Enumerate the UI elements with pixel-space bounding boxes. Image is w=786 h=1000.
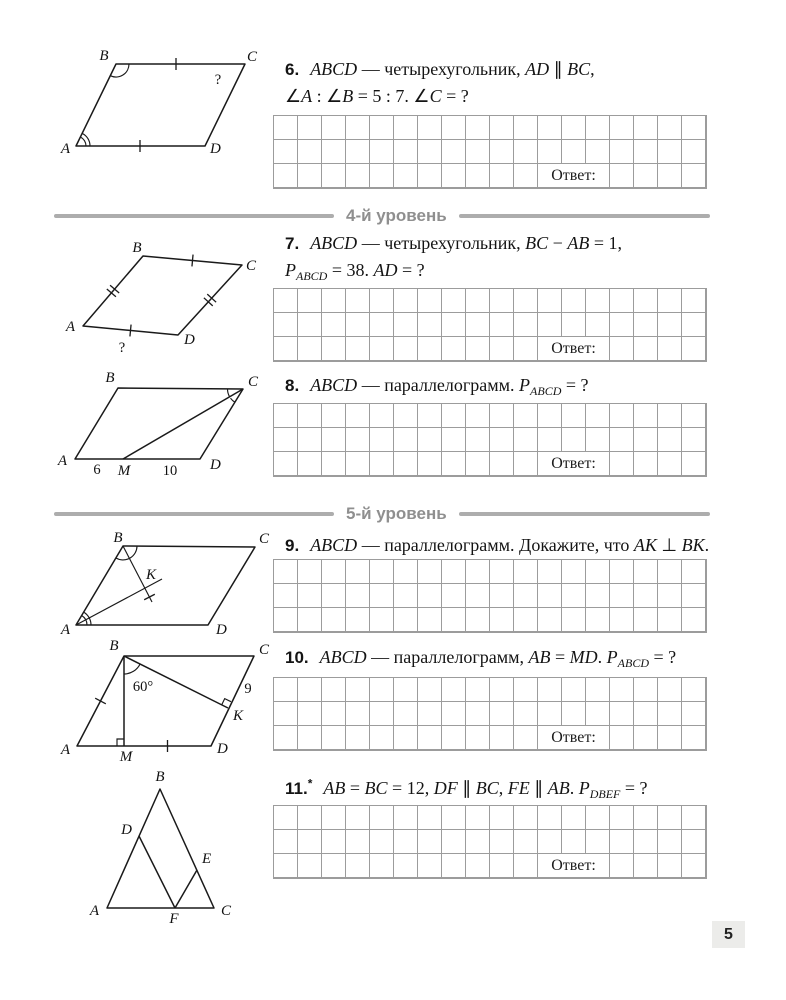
vertex-label-a: A [60,622,70,638]
problem-6-number: 6. [285,60,300,79]
tick-bc [192,255,193,267]
problem-7-statement-cont: $P_{ABCD} = 38$. AD = ? [285,260,425,283]
parallelogram-outline [76,546,255,625]
answer-grid-p11 [273,805,707,879]
problem-8-number: 8. [285,376,300,395]
vertex-label-b: B [155,769,165,785]
p10-diagram-parallelogram [30,640,275,765]
question-mark-label: ? [214,72,222,88]
problem-11-number-text: 11. [285,778,308,798]
problem-8-text [285,372,589,399]
problem-6-line2 [285,83,595,109]
answer-grid-p8 [273,403,707,477]
vertex-label-c: C [221,903,232,919]
right-angle-mark-m [117,739,124,746]
cevian-mc [123,389,243,459]
problem-10-text [285,644,676,671]
problem-6-line1 [285,56,595,83]
problem-7-statement: ABCD — четырехугольник, BC − AB = 1, [310,233,622,253]
angle-arc-c1 [227,389,229,397]
p7-diagram-quadrilateral [40,240,265,355]
vertex-label-b: B [132,240,142,256]
problem-7-line2 [285,257,622,283]
divider-bar-left [54,512,334,516]
segment-fe [175,870,197,908]
answer-label-p6: Ответ: [538,164,609,187]
parallelogram-outline [75,388,243,459]
point-label-e: E [202,851,212,867]
level-4-divider [54,206,710,226]
point-label-d: D [121,822,132,838]
problem-9-text [285,532,709,559]
problem-6-statement: ABCD — четырехугольник, AD ∥ BC, [310,59,595,79]
p9-diagram-parallelogram [40,530,280,640]
vertex-label-c: C [246,258,257,274]
length-label-am: 6 [93,462,101,478]
problem-6-statement-cont: ∠A : ∠B = 5 : 7. ∠C = ? [285,86,469,106]
problem-8-line1 [285,372,589,399]
answer-grid-p10 [273,677,707,751]
page-number: 5 [712,921,745,948]
vertex-label-c: C [248,374,259,390]
problem-11-statement: AB = BC = 12, DF ∥ BC, FE ∥ AB. $P_{DBEF}$ = ? [323,777,648,801]
answer-grid-p6 [273,115,707,189]
question-mark-label: ? [118,340,126,356]
angle-label-60: 60° [132,679,154,695]
angle-arc-60 [124,664,140,674]
answer-label-p11: Ответ: [538,854,609,877]
problem-7-number: 7. [285,234,300,253]
point-label-f: F [169,911,179,927]
problem-10-statement: ABCD — параллелограмм, AB = MD. $P_{ABCD}$ = ? [319,647,677,670]
answer-label-p7: Ответ: [538,337,609,360]
point-label-k: K [233,708,244,724]
divider-bar-right [459,512,710,516]
vertex-label-b: B [99,48,109,64]
level-5-divider [54,504,710,524]
vertex-label-d: D [216,622,227,638]
tick-ad [130,325,131,337]
vertex-label-a: A [89,903,99,919]
point-label-m: M [119,749,133,765]
angle-arc-a [80,137,86,146]
vertex-label-a: A [60,141,70,157]
level-4-label: 4-й уровень [346,206,447,225]
problem-11-number [285,776,313,798]
vertex-label-b: B [105,370,115,386]
length-label-md: 10 [162,463,178,479]
problem-7-line1 [285,230,622,257]
point-label-m: M [117,463,131,479]
problem-11-text [285,770,648,802]
p6-diagram-parallelogram [40,45,265,165]
vertex-label-d: D [184,332,195,348]
problem-8-statement: ABCD — параллелограмм. $P_{ABCD}$ = ? [310,375,589,398]
answer-grid-p7 [273,288,707,362]
length-label-ck: 9 [244,681,252,697]
quadrilateral-outline [83,256,242,335]
right-angle-mark-k [222,699,231,705]
divider-bar-right [459,214,710,218]
problem-7-text [285,230,622,283]
problem-6-text [285,56,595,109]
vertex-label-d: D [210,457,221,473]
answer-grid-p9 [273,559,707,633]
vertex-label-c: C [259,531,270,547]
problem-11-star: * [307,776,313,790]
point-label-k: K [146,567,157,583]
tick-ab [95,698,106,704]
segment-df [139,836,175,908]
answer-label-p8: Ответ: [538,452,609,475]
vertex-label-b: B [113,530,123,546]
vertex-label-a: A [65,319,75,335]
triangle-outline [107,789,214,908]
problem-10-line1 [285,644,676,671]
p11-diagram-triangle [60,765,240,925]
tick-bisector-b [144,594,155,600]
vertex-label-a: A [60,742,70,758]
vertex-label-d: D [210,141,221,157]
answer-label-p10: Ответ: [538,726,609,749]
problem-9-statement: ABCD — параллелограмм. Докажите, что AK ⊥ BK. [310,535,710,555]
problem-9-number: 9. [285,536,300,555]
vertex-label-c: C [259,642,270,658]
vertex-label-d: D [217,741,228,757]
angle-arc-c2 [231,398,235,402]
level-5-label: 5-й уровень [346,504,447,523]
problem-10-number: 10. [285,648,309,667]
vertex-label-a: A [57,453,67,469]
vertex-label-c: C [247,49,258,65]
vertex-label-b: B [109,638,119,654]
p8-diagram-parallelogram [30,370,265,480]
problem-11-line1 [285,770,648,802]
divider-bar-left [54,214,334,218]
problem-9-line1 [285,532,709,559]
parallelogram-outline [77,656,254,746]
